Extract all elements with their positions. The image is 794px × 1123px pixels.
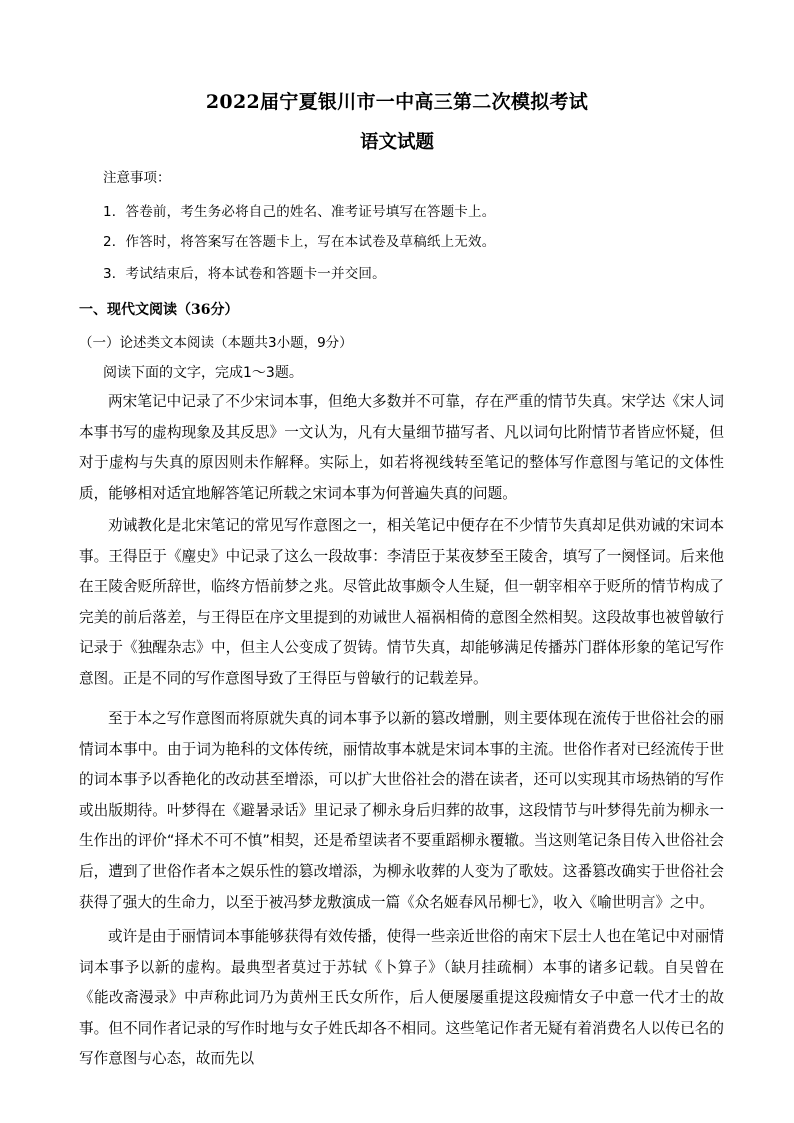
passage-paragraph-3: 至于本之写作意图而将原就失真的词本事予以新的篡改增删，则主要体现在流传于世俗社会的丽情词本事中。由于词为艳科的文体传统，丽情故事本就是宋词本事的主流。世俗作者对已经流传于世的词本事予以香艳化的改动甚至增添，可以扩大世俗社会的潜在读者，还可以实现其市场热销的写作或出版期待。叶梦得在《避暑录话》里记录了柳永身后归葬的故事，这段情节与叶梦得先前为柳永一生作出的评价“择术不可不慎”相契，还是希望读者不要重蹈柳永覆辙。当这则笔记条目传入世俗社会后，遭到了世俗作者本之娱乐性的篡改增添，为柳永收葬的人变为了歌妓。这番篡改确实于世俗社会获得了强大的生命力，以至于被冯梦龙敷演成一篇《众名姬春风吊柳七》，收入《喻世明言》之中。 (79, 710, 724, 911)
note-item-1: 1．答卷前，考生务必将自己的姓名、准考证号填写在答题卡上。 (103, 204, 496, 220)
passage-paragraph-4: 或许是由于丽情词本事能够获得有效传播，使得一些亲近世俗的南宋下层士人也在笔记中对丽情词本事予以新的虚构。最典型者莫过于苏轼《卜算子》（缺月挂疏桐）本事的诸多记载。自吴曾在《能改斋漫录》中声称此词乃为黄州王氏女所作，后人便屡屡重提这段痴情女子中意一代才士的故事。但不同作者记录的写作时地与女子姓氏却各不相同。这些笔记作者无疑有着消费名人以传已名的写作意图与心态，故而先以 (79, 928, 724, 1068)
passage-paragraph-1: 两宋笔记中记录了不少宋词本事，但绝大多数并不可靠，存在严重的情节失真。宋学达《宋人词本事书写的虚构现象及其反思》一文认为，凡有大量细节描写者、凡以词句比附情节者皆应怀疑，但对于虚构与失真的原因则未作解释。实际上，如若将视线转至笔记的整体写作意图与笔记的文体性质，能够相对适宜地解答笔记所载之宋词本事为何普遍失真的问题。 (79, 393, 724, 502)
section-heading: 一、现代文阅读（36分） (79, 302, 239, 318)
section-subheading: （一）论述类文本阅读（本题共3小题，9分） (79, 335, 353, 351)
notes-heading: 注意事项： (103, 170, 171, 186)
note-item-3: 3．考试结束后，将本试卷和答题卡一并交回。 (103, 266, 386, 282)
note-item-2: 2．作答时，将答案写在答题卡上，写在本试卷及草稿纸上无效。 (103, 234, 496, 250)
passage-paragraph-2: 劝诫教化是北宋笔记的常见写作意图之一，相关笔记中便存在不少情节失真却足供劝诫的宋词本事。王得臣于《麈史》中记录了这么一段故事：李清臣于某夜梦至王陵舍，填写了一阕怪词。后来他在王陵舍贬所辞世，临终方悟前梦之兆。尽管此故事颇令人生疑，但一朝宰相卒于贬所的情节构成了完美的前后落差，与王得臣在序文里提到的劝诫世人福祸相倚的意图全然相契。这段故事也被曾敏行记录于《独醒杂志》中，但主人公变成了贺铸。情节失真，却能够满足传播苏门群体形象的笔记写作意图。正是不同的写作意图导致了王得臣与曾敏行的记载差异。 (79, 517, 724, 687)
reading-instruction: 阅读下面的文字，完成1～3题。 (103, 365, 303, 381)
exam-title: 2022届宁夏银川市一中高三第二次模拟考试 (205, 91, 589, 113)
exam-subtitle: 语文试题 (359, 132, 434, 153)
